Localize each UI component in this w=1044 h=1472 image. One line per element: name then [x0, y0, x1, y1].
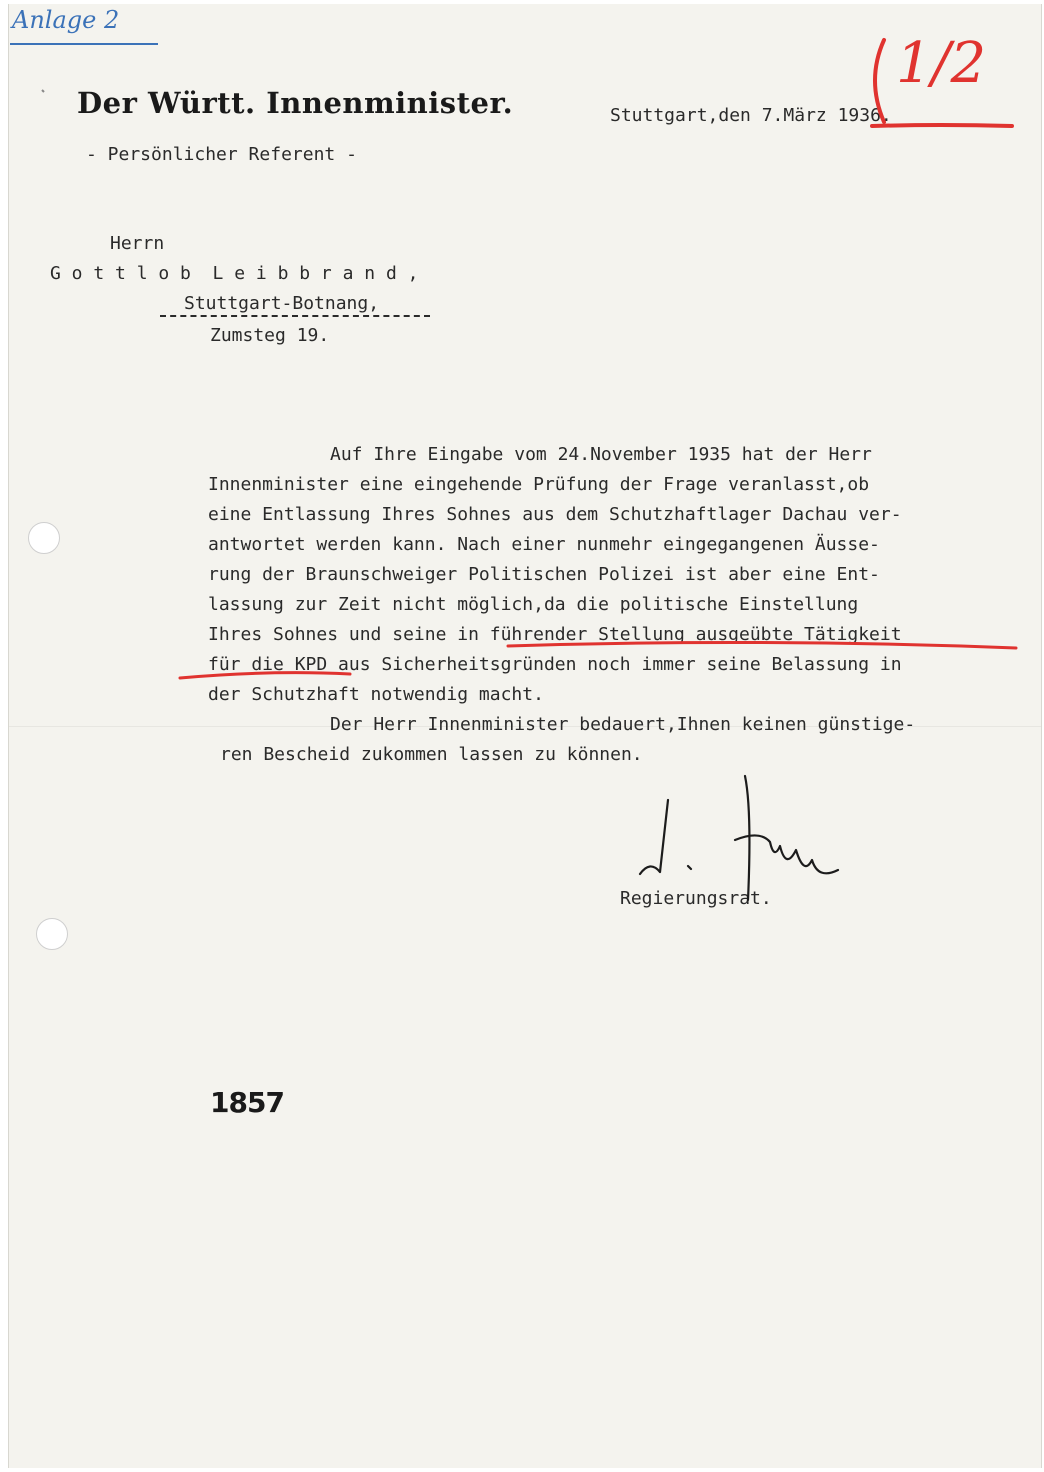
annotation-anlage: Anlage 2 — [12, 6, 120, 34]
body-line: Der Herr Innenminister bedauert,Ihnen keinen günstige- — [330, 714, 916, 735]
body-line: antwortet werden kann. Nach einer nunmehr eingegangenen Äusse- — [208, 534, 880, 555]
letter-date: Stuttgart,den 7.März 1936. — [610, 105, 892, 126]
annotation-page-fraction: 1/2 — [896, 31, 987, 96]
body-line: ren Bescheid zukommen lassen zu können. — [220, 744, 643, 765]
body-line: Innenminister eine eingehende Prüfung der Frage veranlasst,ob — [208, 474, 870, 495]
recipient-salutation: Herrn — [110, 233, 165, 254]
body-line: rung der Braunschweiger Politischen Polizei ist aber eine Ent- — [208, 564, 880, 585]
recipient-name: G o t t l o b L e i b b r a n d , — [50, 263, 419, 284]
letterhead-subtitle: - Persönlicher Referent - — [86, 144, 357, 165]
punch-hole — [28, 522, 60, 554]
recipient-street: Zumsteg 19. — [210, 325, 330, 346]
body-line: lassung zur Zeit nicht möglich,da die politische Einstellung — [208, 594, 859, 615]
body-line: für die KPD aus Sicherheitsgründen noch immer seine Belassung in — [208, 654, 902, 675]
body-line: eine Entlassung Ihres Sohnes aus dem Schutzhaftlager Dachau ver- — [208, 504, 902, 525]
recipient-city-underline — [160, 315, 430, 317]
archive-number-stamp: 1857 — [210, 1086, 284, 1119]
punch-hole — [36, 918, 68, 950]
recipient-city: Stuttgart-Botnang, — [184, 293, 380, 314]
body-line: Ihres Sohnes und seine in führender Stellung ausgeübte Tätigkeit — [208, 624, 902, 645]
body-line: Auf Ihre Eingabe vom 24.November 1935 hat der Herr — [330, 444, 872, 465]
annotation-anlage-underline — [10, 43, 158, 45]
letterhead-title: Der Württ. Innenminister. — [77, 86, 514, 120]
signature-title: Regierungsrat. — [620, 888, 772, 909]
body-line: der Schutzhaft notwendig macht. — [208, 684, 544, 705]
